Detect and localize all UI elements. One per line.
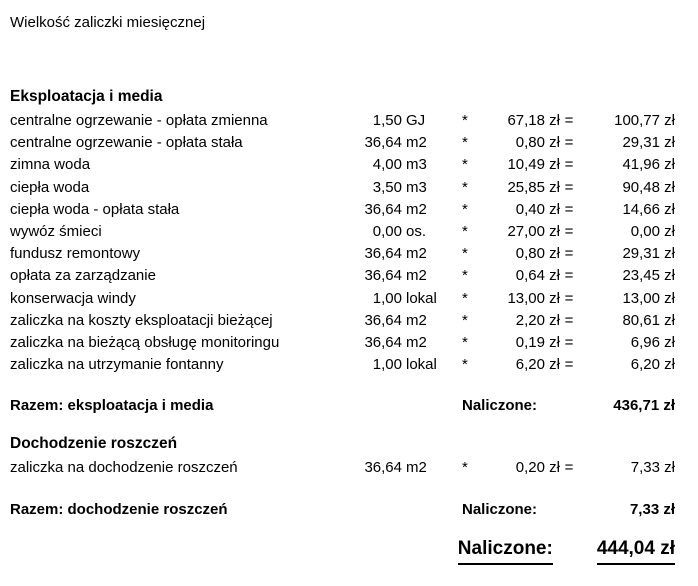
- row-unit-price: 25,85 zł: [507, 178, 560, 196]
- row-unit-price: 0,80 zł: [515, 245, 560, 263]
- row-amount: 90,48 zł: [622, 178, 675, 196]
- row-quantity: 36,64: [364, 311, 402, 329]
- section-rows: [10, 457, 675, 479]
- row-unit: GJ: [406, 112, 426, 129]
- table-row: [10, 265, 675, 287]
- section-total-row: [10, 397, 675, 415]
- row-quantity: 1,00: [372, 356, 402, 374]
- equals-sign: =: [564, 245, 574, 263]
- row-quantity: 36,64: [364, 245, 402, 263]
- section-total-amount: 436,71 zł: [613, 397, 675, 415]
- row-unit-price: 67,18 zł: [507, 112, 560, 129]
- naliczone-label: Naliczone:: [462, 397, 538, 415]
- naliczone-label: Naliczone:: [462, 500, 538, 518]
- table-row: [10, 154, 675, 176]
- equals-sign: =: [564, 334, 574, 352]
- multiply-sign: *: [462, 178, 468, 196]
- table-row: [10, 132, 675, 154]
- row-unit: m2: [406, 334, 427, 352]
- row-unit: lokal: [406, 289, 437, 307]
- table-row: [10, 110, 675, 132]
- row-unit: m3: [406, 178, 427, 196]
- row-item-name: zimna woda: [10, 156, 91, 174]
- equals-sign: =: [564, 311, 574, 329]
- equals-sign: =: [564, 134, 574, 152]
- multiply-sign: *: [462, 245, 468, 263]
- row-unit-price: 0,19 zł: [515, 334, 560, 352]
- table-row: [10, 310, 675, 332]
- row-item-name: wywóz śmieci: [10, 223, 102, 241]
- row-unit: m2: [406, 459, 427, 477]
- row-item-name: konserwacja windy: [10, 289, 136, 307]
- table-row: [10, 243, 675, 265]
- row-unit: m2: [406, 267, 427, 285]
- row-unit-price: 13,00 zł: [507, 289, 560, 307]
- row-quantity: 3,50: [372, 178, 402, 196]
- row-item-name: zaliczka na dochodzenie roszczeń: [10, 459, 238, 477]
- table-row: [10, 221, 675, 243]
- row-item-name: ciepła woda: [10, 178, 90, 196]
- row-amount: 14,66 zł: [622, 200, 675, 218]
- grand-total-label: Naliczone:: [458, 537, 553, 565]
- table-row: [10, 457, 675, 479]
- section-total-label: Razem: dochodzenie roszczeń: [10, 500, 228, 518]
- row-amount: 80,61 zł: [622, 311, 675, 329]
- multiply-sign: *: [462, 356, 468, 374]
- multiply-sign: *: [462, 334, 468, 352]
- equals-sign: =: [564, 267, 574, 285]
- multiply-sign: *: [462, 289, 468, 307]
- row-quantity: 36,64: [364, 459, 402, 477]
- multiply-sign: *: [462, 156, 468, 174]
- row-item-name: centralne ogrzewanie - opłata stała: [10, 134, 243, 152]
- row-quantity: 36,64: [364, 134, 402, 152]
- row-unit-price: 0,80 zł: [515, 134, 560, 152]
- section-total-amount: 7,33 zł: [629, 500, 675, 518]
- row-unit: lokal: [406, 356, 437, 374]
- row-unit: os.: [406, 223, 427, 241]
- row-quantity: 36,64: [364, 200, 402, 218]
- row-amount: 6,96 zł: [630, 334, 675, 352]
- row-amount: 29,31 zł: [622, 134, 675, 152]
- table-row: [10, 199, 675, 221]
- row-unit-price: 0,64 zł: [515, 267, 560, 285]
- equals-sign: =: [564, 200, 574, 218]
- equals-sign: =: [564, 156, 574, 174]
- row-quantity: 36,64: [364, 334, 402, 352]
- row-unit: m2: [406, 134, 427, 152]
- row-item-name: zaliczka na utrzymanie fontanny: [10, 356, 224, 374]
- row-item-name: zaliczka na bieżącą obsługę monitoringu: [10, 334, 280, 352]
- row-quantity: 36,64: [364, 267, 402, 285]
- table-row: [10, 332, 675, 354]
- multiply-sign: *: [462, 200, 468, 218]
- row-unit-price: 0,20 zł: [515, 459, 560, 477]
- row-item-name: opłata za zarządzanie: [10, 267, 156, 285]
- multiply-sign: *: [462, 267, 468, 285]
- multiply-sign: *: [462, 459, 468, 477]
- table-row: [10, 288, 675, 310]
- section-rows: [10, 110, 675, 376]
- row-unit: m2: [406, 245, 427, 263]
- equals-sign: =: [564, 223, 574, 241]
- row-amount: 6,20 zł: [630, 356, 675, 374]
- equals-sign: =: [564, 459, 574, 477]
- multiply-sign: *: [462, 112, 468, 129]
- row-quantity: 0,00: [372, 223, 402, 241]
- row-unit-price: 2,20 zł: [515, 311, 560, 329]
- row-amount: 41,96 zł: [622, 156, 675, 174]
- grand-total-row: [10, 537, 675, 565]
- equals-sign: =: [564, 112, 574, 129]
- row-quantity: 1,50: [372, 112, 402, 129]
- row-unit: m2: [406, 200, 427, 218]
- section-header: Eksploatacja i media: [10, 88, 163, 105]
- section-total-row: [10, 501, 675, 519]
- equals-sign: =: [564, 178, 574, 196]
- row-item-name: fundusz remontowy: [10, 245, 141, 263]
- table-row: [10, 177, 675, 199]
- row-amount: 23,45 zł: [622, 267, 675, 285]
- section-header: Dochodzenie roszczeń: [10, 435, 178, 453]
- row-unit-price: 27,00 zł: [507, 223, 560, 241]
- charges-section: [10, 88, 675, 415]
- row-amount: 100,77 zł: [614, 112, 675, 129]
- row-amount: 29,31 zł: [622, 245, 675, 263]
- row-amount: 13,00 zł: [622, 289, 675, 307]
- row-amount: 0,00 zł: [630, 223, 675, 241]
- equals-sign: =: [564, 356, 574, 374]
- row-unit-price: 6,20 zł: [515, 356, 560, 374]
- multiply-sign: *: [462, 223, 468, 241]
- row-item-name: centralne ogrzewanie - opłata zmienna: [10, 112, 268, 129]
- row-amount: 7,33 zł: [630, 459, 675, 477]
- page-title: Wielkość zaliczki miesięcznej: [10, 14, 206, 31]
- equals-sign: =: [564, 289, 574, 307]
- grand-total-amount: 444,04 zł: [597, 537, 675, 565]
- row-quantity: 4,00: [372, 156, 402, 174]
- charges-section: [10, 435, 675, 518]
- row-unit: m3: [406, 156, 427, 174]
- row-quantity: 1,00: [372, 289, 402, 307]
- row-unit: m2: [406, 311, 427, 329]
- section-total-label: Razem: eksploatacja i media: [10, 397, 214, 415]
- row-unit-price: 10,49 zł: [507, 156, 560, 174]
- multiply-sign: *: [462, 311, 468, 329]
- multiply-sign: *: [462, 134, 468, 152]
- sections: [10, 88, 675, 519]
- row-item-name: ciepła woda - opłata stała: [10, 200, 180, 218]
- table-row: [10, 354, 675, 376]
- row-unit-price: 0,40 zł: [515, 200, 560, 218]
- row-item-name: zaliczka na koszty eksploatacji bieżącej: [10, 311, 273, 329]
